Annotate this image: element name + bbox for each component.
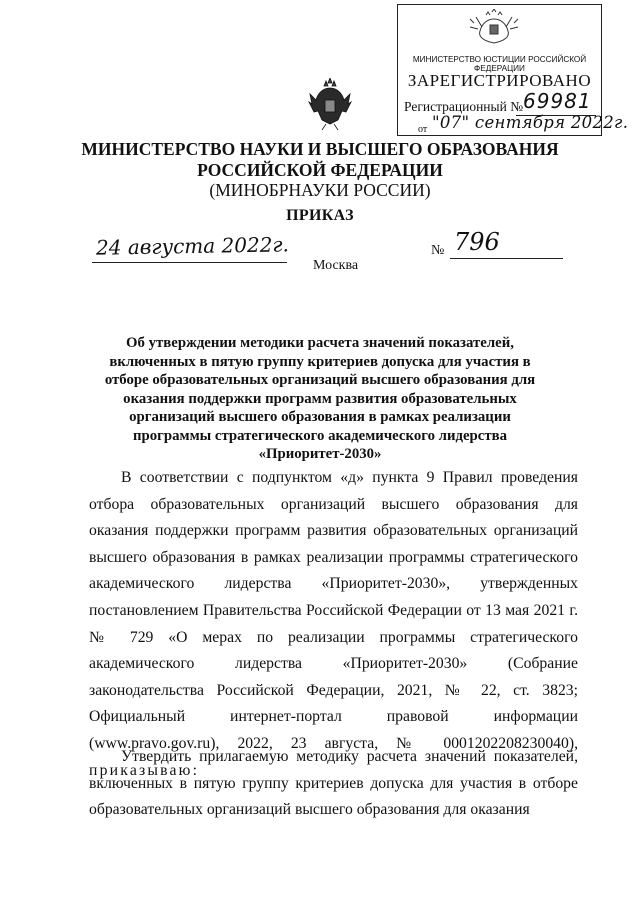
stamp-date-value: "07" сентября 2022г. [432, 113, 629, 132]
order-subject: Об утверждении методики расчета значений показателей, включенных в пятую группу критериев допуска для участия в отборе образовательных организаций высшего образования для оказания поддержки программ развития образовательных организаций высшего образования в рамках реализации программы стратегического академического лидерства «Приоритет-2030» [104, 335, 536, 462]
stamp-ministry-name: МИНИСТЕРСТВО ЮСТИЦИИ РОССИЙСКОЙ ФЕДЕРАЦИИ [412, 55, 587, 73]
double-headed-eagle-icon [468, 9, 520, 49]
order-number: 796 [454, 228, 500, 256]
order-date-underline [92, 262, 287, 263]
ministry-name-line2: РОССИЙСКОЙ ФЕДЕРАЦИИ [197, 160, 443, 180]
order-date: 24 августа 2022г. [95, 232, 290, 260]
coat-of-arms-icon [308, 78, 352, 132]
stamp-status: ЗАРЕГИСТРИРОВАНО [407, 71, 592, 90]
document-type: ПРИКАЗ [286, 207, 354, 224]
body-paragraph-2: Утвердить прилагаемую методику расчета значений показателей, включенных в пятую группу критериев допуска для участия в отборе образовательных организаций высшего образования для оказания [89, 748, 578, 819]
registration-stamp [397, 4, 629, 136]
order-number-sign: № [431, 243, 445, 258]
stamp-date-prefix: от [418, 124, 428, 135]
body-paragraph-1-text: В соответствии с подпунктом «д» пункта 9 Правил проведения отбора образовательных организаций высшего образования для оказания поддержки программ развития образовательных организаций высшего образования в рамках реализации программы стратегического академического лидерства «Приоритет-2030», утвержденных постановлением Правительства Российской Федерации от 13 мая 2021 г. № 729 «О мерах по реализации программы стратегического академического лидерства «Приоритет-2030» (Собрание законодательства Российской Федерации, 2021, № 22, ст. 3823; Официальный интернет-портал правовой информации (www.pravo.gov.ru), 2022, 23 августа, № 0001202208230040), [89, 469, 578, 752]
order-city: Москва [313, 258, 359, 273]
stamp-regno-label: Регистрационный № [404, 99, 524, 114]
order-word: приказываю: [89, 761, 200, 779]
body-paragraph-1 [89, 465, 578, 784]
stamp-regno-value: 69981 [523, 89, 592, 113]
ministry-name-line1: МИНИСТЕРСТВО НАУКИ И ВЫСШЕГО ОБРАЗОВАНИЯ [81, 139, 559, 159]
ministry-short-name: (МИНОБРНАУКИ РОССИИ) [209, 180, 431, 200]
order-number-underline [450, 258, 563, 259]
